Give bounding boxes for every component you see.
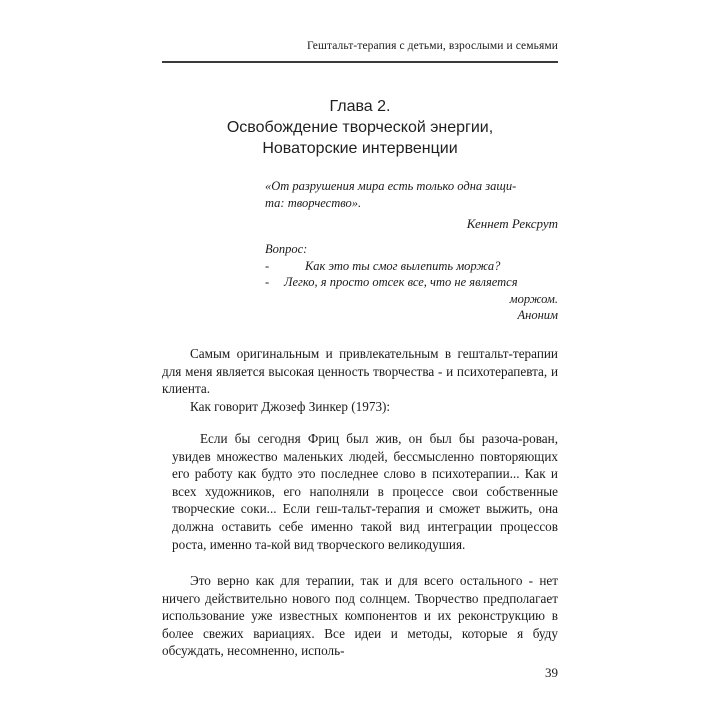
chapter-title-line-1: Освобождение творческой энергии, — [226, 119, 494, 136]
dialogue-epigraph — [265, 241, 558, 324]
dialogue-line-2 — [265, 274, 558, 291]
dialogue-line-2-text: Легко, я просто отсек все, что не является — [284, 275, 518, 289]
epigraph-line-2: та: творчество». — [265, 195, 362, 210]
body-paragraph-group-intro — [162, 345, 558, 415]
dash-icon: - — [265, 275, 270, 289]
dialogue-label: Вопрос: — [265, 242, 308, 256]
chapter-number: Глава 2. — [329, 98, 391, 115]
epigraph-line-1: «От разрушения мира есть только одна защи- — [265, 179, 517, 193]
page-number: 39 — [545, 665, 558, 680]
header-rule — [162, 61, 558, 63]
paragraph-last: Это верно как для терапии, так и для всего остального - нет ничего действительно нового под солнцем. Творчество предполагает использование уже известных компонентов и их реконструкцию в более свежих вариациях. Все идеи и методы, которые я буду обсуждать, несомненно, исполь- — [162, 573, 558, 659]
dash-icon: - — [265, 258, 270, 273]
dialogue-line-1 — [265, 258, 558, 275]
paragraph-intro: Самым оригинальным и привлекательным в гештальт-терапии для меня является высокая ценность творчества - и психотерапевта, и клиента. — [162, 346, 558, 397]
paragraph-citation-lead: Как говорит Джозеф Зинкер (1973): — [190, 398, 391, 414]
dialogue-line-2-continuation: моржом. — [509, 291, 558, 306]
body-paragraph-group-closing — [162, 572, 558, 660]
dialogue-attribution: Аноним — [517, 308, 558, 322]
chapter-title-line-2: Новаторские интервенции — [262, 140, 458, 157]
block-quotation-zinker — [172, 430, 558, 553]
running-head: Гештальт-терапия с детьми, взрослыми и семьями — [306, 40, 558, 52]
epigraph-attribution: Кеннет Рексрут — [466, 216, 558, 231]
dialogue-line-1-text: Как это ты смог вылепить моржа? — [305, 258, 501, 273]
block-quotation-text: Если бы сегодня Фриц был жив, он был бы разоча-рован, увидев множество маленьких людей, бессмысленно повторяющих его работу как будто это последнее слово в психотерапии... Как и всех художников, его наполняли в процессе свои собственные творческие соки... Если геш-тальт-терапия и сможет выжить, она должна оставить себе именно такой вид интеграции процессов роста, именно та-кой вид творческого великодушия. — [172, 431, 558, 552]
chapter-title — [162, 96, 558, 159]
epigraph — [265, 178, 558, 233]
